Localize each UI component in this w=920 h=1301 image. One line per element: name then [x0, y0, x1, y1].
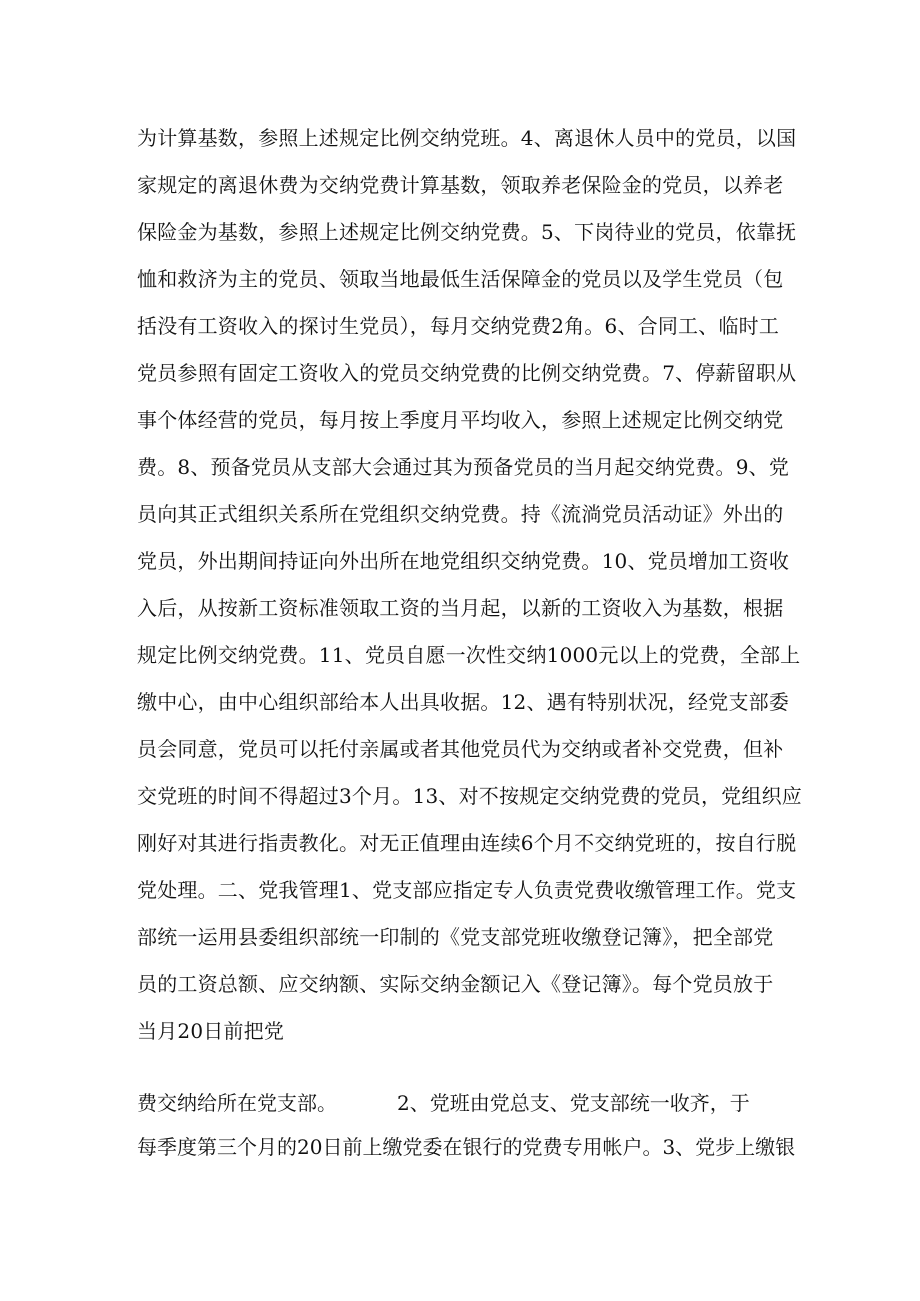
- text-line: 员的工资总额、应交纳额、实际交纳金额记入《登记簿》。每个党员放于: [137, 972, 774, 996]
- text-line: 费。8、预备党员从支部大会通过其为预备党员的当月起交纳党费。9、党: [137, 455, 790, 479]
- text-line: 每季度第三个月的20日前上缴党委在银行的党费专用帐户。3、党步上缴银: [137, 1135, 796, 1159]
- text-line: 入后，从按新工资标准领取工资的当月起，以新的工资收入为基数，根据: [137, 596, 784, 620]
- text-line: 家规定的离退休费为交纳党费计算基数，领取养老保险金的党员，以养老: [137, 173, 784, 197]
- text-line: 党处理。二、党我管理1、党支部应指定专人负责党费收缴管理工作。党支: [137, 878, 797, 902]
- text-line: [137, 1081, 787, 1125]
- text-line: 当月20日前把党: [137, 1019, 285, 1043]
- text-line: 刚好对其进行指责教化。对无正值理由连续6个月不交纳党班的，按自行脱: [137, 831, 797, 855]
- text-segment: 费交纳给所在党支部。: [137, 1091, 337, 1115]
- text-line: 党员参照有固定工资收入的党员交纳党费的比例交纳党费。7、停薪留职从: [137, 361, 797, 385]
- text-line: 交党班的时间不得超过3个月。13、对不按规定交纳党费的党员，党组织应: [137, 784, 802, 808]
- text-line: 为计算基数，参照上述规定比例交纳党班。4、离退休人员中的党员，以国: [137, 126, 797, 150]
- text-line: 员会同意，党员可以托付亲属或者其他党员代为交纳或者补交党费，但补: [137, 737, 784, 761]
- text-line: 部统一运用县委组织部统一印制的《党支部党班收缴登记簿》，把全部党: [137, 925, 774, 949]
- text-line: 括没有工资收入的探讨生党员），每月交纳党费2角。6、合同工、临时工: [137, 314, 780, 338]
- text-line: 规定比例交纳党费。11、党员自愿一次性交纳1000元以上的党费，全部上: [137, 643, 801, 667]
- text-line: 党员，外出期间持证向外出所在地党组织交纳党费。10、党员增加工资收: [137, 549, 790, 573]
- text-line: 事个体经营的党员，每月按上季度月平均收入，参照上述规定比例交纳党: [137, 408, 784, 432]
- text-line: 保险金为基数，参照上述规定比例交纳党费。5、下岗待业的党员，依靠抚: [137, 220, 797, 244]
- body-paragraph: [137, 115, 802, 1055]
- text-line: 恤和救济为主的党员、领取当地最低生活保障金的党员以及学生党员（包: [137, 267, 784, 291]
- continuation-paragraph: [137, 1081, 796, 1169]
- text-line: 缴中心，由中心组织部给本人出具收据。12、遇有特别状况，经党支部委: [137, 690, 790, 714]
- text-line: 员向其正式组织关系所在党组织交纳党费。持《流淌党员活动证》外出的: [137, 502, 784, 526]
- text-segment: 2、党班由党总支、党支部统一收齐，于: [397, 1091, 750, 1115]
